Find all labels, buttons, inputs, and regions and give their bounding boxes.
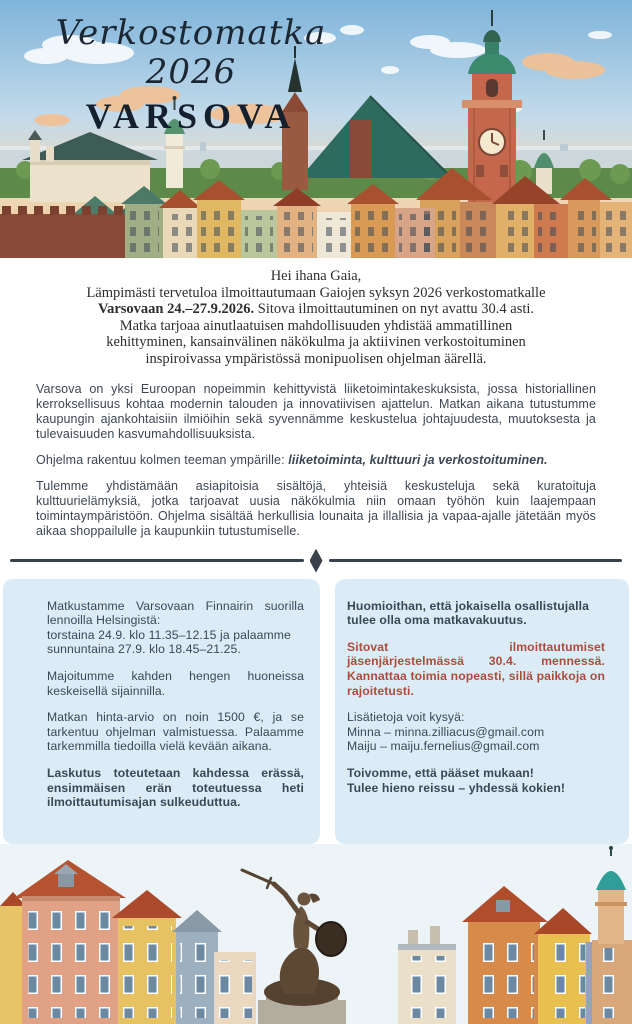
contact-info — [347, 710, 605, 754]
themes-emphasis: liiketoiminta, kulttuuri ja verkostoituminen. — [288, 452, 548, 467]
contact-email-maiju: Maiju – maiju.fernelius@gmail.com — [347, 739, 540, 754]
price-info: Matkan hinta-arvio on noin 1500 €, ja se tarkentuu ohjelman valmistuessa. Palaamme tarkemmilla tiedoilla vielä kevään aikana. — [47, 710, 304, 754]
billing-info: Laskutus toteutetaan kahdessa erässä, ensimmäisen erän toteutuessa heti ilmoittautumisajan sulkeuduttua. — [47, 765, 304, 810]
city-title: VARSOVA — [85, 96, 297, 137]
intro-line-dates: Varsovaan 24.–27.9.2026. Sitova ilmoittautuminen on nyt avattu 30.4 asti. — [97, 301, 535, 318]
accommodation-info: Majoitumme kahden hengen huoneissa keskeisellä sijainnilla. — [47, 668, 304, 698]
intro-line: kehittyminen, kansainvälinen näkökulma ja aktiivinen verkostoituminen — [106, 334, 526, 351]
body-copy-section — [0, 368, 632, 539]
trip-title: Verkostomatka 2026 — [55, 13, 327, 93]
intro-line: Matka tarjoaa ainutlaatuisen mahdollisuuden yhdistää ammatillinen — [119, 317, 513, 334]
hero-title-block — [26, 14, 356, 137]
intro-line: Lämpimästi tervetuloa ilmoittautumaan Gaiojen syksyn 2026 verkostomatkalle — [86, 284, 546, 301]
insurance-note: Huomioithan, että jokaisella osallistujalla tulee olla oma matkavakuutus. — [347, 598, 590, 628]
diamond-icon — [310, 549, 323, 573]
info-columns — [0, 579, 632, 844]
diamond-divider — [0, 549, 632, 573]
intro-section — [0, 258, 632, 368]
divider-line — [329, 559, 623, 562]
paragraph-program: Tulemme yhdistämään asiapitoisia sisältöjä, yhteisiä keskusteluja sekä kuratoituja kulttuurielämyksiä, jotka tarjoavat uusia näkökulmia niin omaan työhön kuin laajempaan toimintaympäristöön. Ohjelma sisältää herkullisia lounaita ja illallisia ja vapaa-ajalle jätetään myös aikaa shoppailulle ja kaupunkiin tutustumiselle. — [36, 478, 596, 538]
flight-info: Matkustamme Varsovaan Finnairin suorilla lennoilla Helsingistä: torstaina 24.9. klo 11.35–12.15 ja palaamme sunnuntaina 27.9. klo 18.45–21.25. — [47, 598, 304, 657]
hero-bottom-photo — [0, 844, 632, 1024]
travel-info-box — [3, 579, 320, 844]
contact-email-minna: Minna – minna.zilliacus@gmail.com — [347, 724, 545, 739]
intro-greeting: Hei ihana Gaia, — [270, 268, 362, 284]
divider-line — [10, 559, 304, 562]
registration-info-box — [335, 579, 629, 844]
intro-line: inspiroivassa ympäristössä monipuolisen ohjelman äärellä. — [145, 350, 487, 367]
closing-message: Toivomme, että pääset mukaan! Tulee hieno reissu – yhdessä kokien! — [347, 765, 566, 795]
trip-dates: Varsovaan 24.–27.9.2026. — [97, 301, 255, 318]
paragraph-themes: Ohjelma rakentuu kolmen teeman ympärille: liiketoiminta, kulttuuri ja verkostoituminen. — [36, 452, 548, 467]
registration-deadline: Sitovat ilmoittautumiset jäsenjärjestelmässä 30.4. mennessä. Kannattaa toimia nopeasti, sillä paikkoja on rajoitetusti. — [347, 639, 605, 698]
warsaw-mermaid-illustration — [0, 844, 632, 1024]
paragraph-warsaw: Varsova on yksi Euroopan nopeimmin kehittyvistä liiketoimintakeskuksista, jossa historiallinen kerroksellisuus kohtaa modernin talouden ja innovatiivisen ajattelun. Matkan aikana tutustumme kaupungin ajankohtaisiin ilmiöihin sekä syvennämme keskustelua johtajuudesta, muutoksesta ja tulevaisuuden kasvumahdollisuuksista. — [36, 381, 596, 441]
hero-top-photo — [0, 0, 632, 258]
contact-label: Lisätietoja voit kysyä: — [347, 710, 465, 725]
